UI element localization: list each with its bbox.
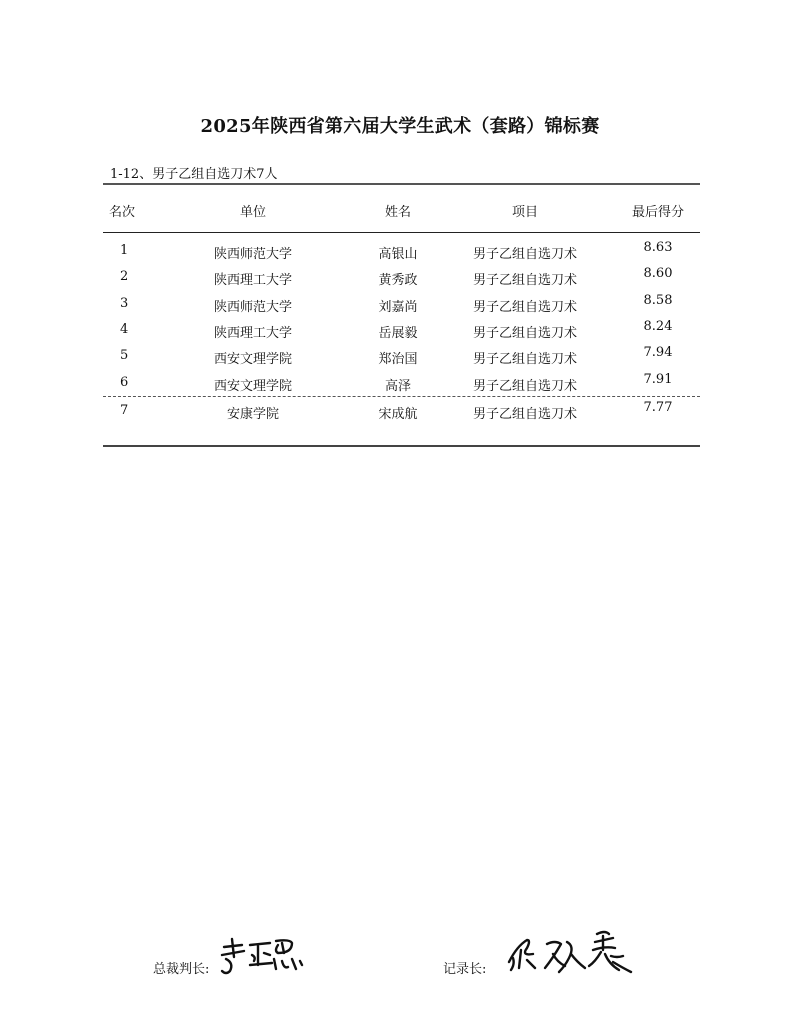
score-cell: 8.63 [643, 240, 673, 255]
name-cell: 高银山 [378, 247, 418, 262]
table-top-rule [103, 183, 700, 185]
unit-cell: 陕西师范大学 [213, 247, 292, 262]
recorder-signature [505, 928, 635, 978]
event-subtitle: 1-12、男子乙组自选刀术7人 [110, 167, 278, 182]
event-cell: 男子乙组自选刀术 [472, 300, 577, 315]
header-score: 最后得分 [631, 205, 684, 220]
score-cell: 7.77 [643, 400, 673, 415]
event-cell: 男子乙组自选刀术 [472, 407, 577, 422]
name-cell: 高泽 [384, 379, 411, 394]
document-title: 2025年陕西省第六届大学生武术（套路）锦标赛 [200, 116, 600, 137]
event-cell: 男子乙组自选刀术 [472, 326, 577, 341]
rank-cell: 3 [120, 296, 129, 311]
unit-cell: 陕西理工大学 [213, 326, 292, 341]
unit-cell: 陕西师范大学 [213, 300, 292, 315]
score-cell: 8.58 [643, 293, 673, 308]
unit-cell: 西安文理学院 [213, 379, 292, 394]
header-unit: 单位 [239, 205, 266, 220]
header-rank: 名次 [109, 205, 136, 220]
event-cell: 男子乙组自选刀术 [472, 247, 577, 262]
name-cell: 郑治国 [378, 352, 418, 367]
chief-referee-label: 总裁判长: [153, 962, 210, 977]
score-cell: 8.60 [643, 266, 673, 281]
unit-cell: 西安文理学院 [213, 352, 292, 367]
score-cell: 8.24 [643, 319, 673, 334]
event-cell: 男子乙组自选刀术 [472, 273, 577, 288]
header-event: 项目 [511, 205, 538, 220]
event-cell: 男子乙组自选刀术 [472, 379, 577, 394]
name-cell: 宋成航 [378, 407, 418, 422]
event-cell: 男子乙组自选刀术 [472, 352, 577, 367]
score-cell: 7.94 [643, 345, 673, 360]
unit-cell: 陕西理工大学 [213, 273, 292, 288]
table-header-rule [103, 232, 700, 233]
rank-cell: 6 [120, 375, 129, 390]
table-header [103, 201, 700, 219]
chief-referee-signature [218, 935, 304, 979]
name-cell: 岳展毅 [378, 326, 418, 341]
rank-cell: 4 [120, 322, 129, 337]
name-cell: 刘嘉尚 [378, 300, 418, 315]
name-cell: 黄秀政 [378, 273, 418, 288]
rank-cell: 1 [120, 243, 129, 258]
recorder-label: 记录长: [443, 962, 487, 977]
rank-cell: 5 [120, 348, 129, 363]
unit-cell: 安康学院 [226, 407, 279, 422]
header-name: 姓名 [384, 205, 411, 220]
qualifier-dashed-divider [103, 396, 700, 397]
table-bottom-rule [103, 445, 700, 447]
score-cell: 7.91 [643, 372, 673, 387]
rank-cell: 2 [120, 269, 129, 284]
rank-cell: 7 [120, 403, 129, 418]
